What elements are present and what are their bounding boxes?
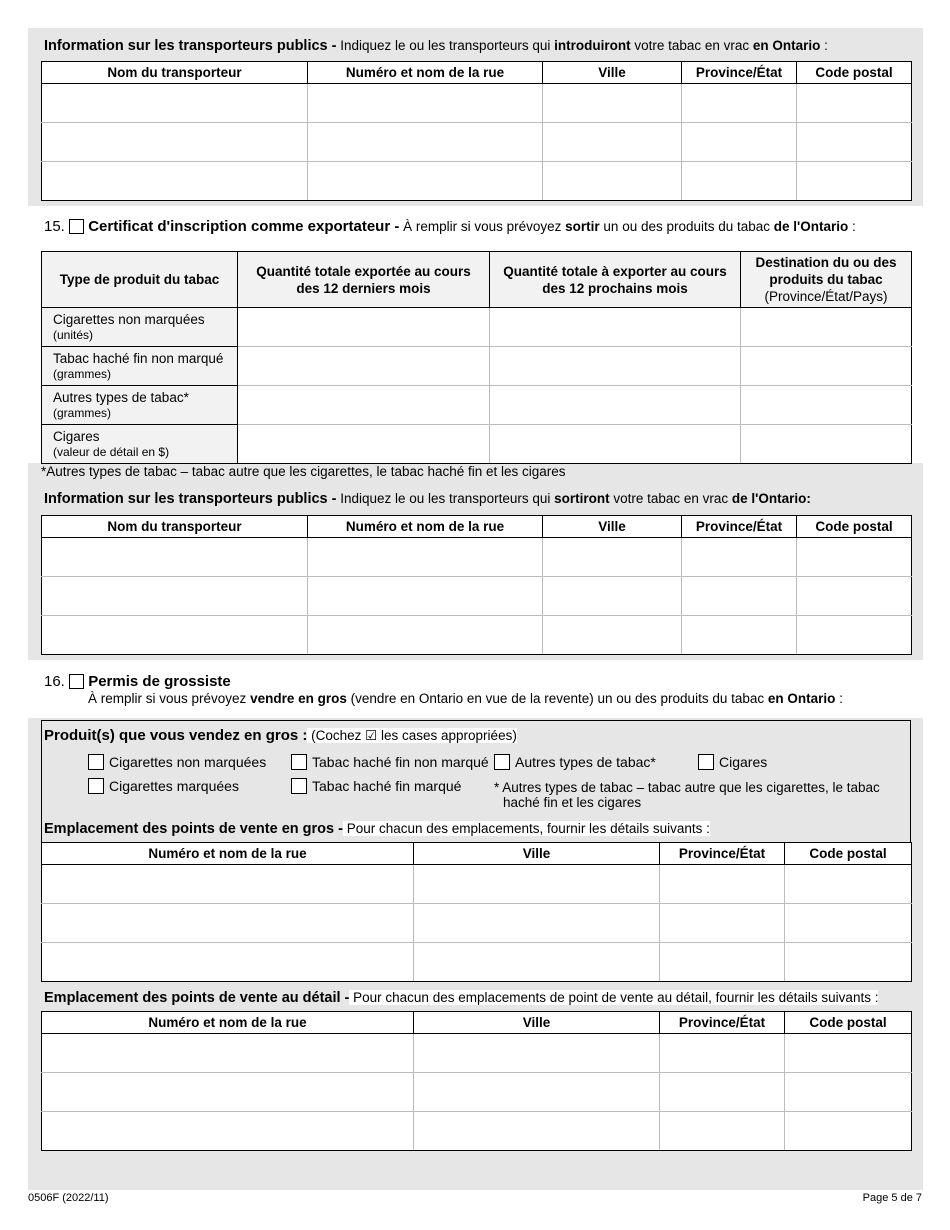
cell-input[interactable] <box>682 162 797 201</box>
carriers-out-heading: Information sur les transporteurs publics - Indiquez le ou les transporteurs qui sortiront votre tabac en vrac de l'Ontario: <box>44 491 811 507</box>
wholesale-locations-table <box>41 842 912 982</box>
row-label: Tabac haché fin non marqué (grammes) <box>42 347 238 386</box>
option-unbranded-cigarettes[interactable]: Cigarettes non marquées <box>88 754 266 770</box>
cell-input[interactable] <box>414 1034 660 1073</box>
cell-input[interactable] <box>741 386 912 425</box>
cell-input[interactable] <box>42 943 414 982</box>
carriers-in-table <box>41 61 912 201</box>
cell-input[interactable] <box>741 425 912 464</box>
cell-input[interactable] <box>797 123 912 162</box>
col-street: Numéro et nom de la rue <box>42 843 414 865</box>
table-row <box>42 84 912 123</box>
cell-input[interactable] <box>682 538 797 577</box>
checkbox[interactable] <box>291 778 307 794</box>
carriers-out-table <box>41 515 912 655</box>
cell-input[interactable] <box>490 386 741 425</box>
wholesaler-checkbox[interactable] <box>69 674 84 689</box>
cell-input[interactable] <box>797 162 912 201</box>
cell-input[interactable] <box>785 1034 912 1073</box>
cell-input[interactable] <box>543 123 682 162</box>
table-row <box>42 616 912 655</box>
exporter-checkbox[interactable] <box>69 219 84 234</box>
cell-input[interactable] <box>543 538 682 577</box>
products-note: * Autres types de tabac – tabac autre que les cigarettes, le tabac haché fin et les cigares <box>494 780 880 810</box>
option-branded-fine-cut[interactable]: Tabac haché fin marqué <box>291 778 461 794</box>
checkbox[interactable] <box>88 778 104 794</box>
col-postal: Code postal <box>785 843 912 865</box>
cell-input[interactable] <box>660 943 785 982</box>
cell-input[interactable] <box>797 577 912 616</box>
table-row <box>42 943 912 982</box>
cell-input[interactable] <box>42 162 308 201</box>
table-row <box>42 538 912 577</box>
cell-input[interactable] <box>308 162 543 201</box>
option-cigars[interactable]: Cigares <box>698 754 767 770</box>
table-row <box>42 904 912 943</box>
table-row <box>42 425 912 464</box>
row-label: Cigarettes non marquées (unités) <box>42 308 238 347</box>
carriers-in-heading: Information sur les transporteurs publics - Indiquez le ou les transporteurs qui introduiront votre tabac en vrac en Ontario : <box>44 38 828 54</box>
cell-input[interactable] <box>414 1073 660 1112</box>
col-province: Province/État <box>682 62 797 84</box>
cell-input[interactable] <box>543 616 682 655</box>
col-street: Numéro et nom de la rue <box>308 516 543 538</box>
divider <box>41 720 911 721</box>
table-row <box>42 308 912 347</box>
col-qty-past: Quantité totale exportée au cours des 12 derniers mois <box>238 252 490 308</box>
checkbox[interactable] <box>698 754 714 770</box>
cell-input[interactable] <box>308 123 543 162</box>
cell-input[interactable] <box>741 347 912 386</box>
col-carrier-name: Nom du transporteur <box>42 516 308 538</box>
checkbox[interactable] <box>88 754 104 770</box>
table-row <box>42 1073 912 1112</box>
page-number: Page 5 de 7 <box>862 1192 922 1204</box>
col-street: Numéro et nom de la rue <box>308 62 543 84</box>
divider <box>41 720 42 842</box>
section-16-heading: 16. Permis de grossiste <box>44 673 231 690</box>
col-city: Ville <box>414 843 660 865</box>
cell-input[interactable] <box>238 308 490 347</box>
table-row <box>42 1034 912 1073</box>
cell-input[interactable] <box>660 904 785 943</box>
option-branded-cigarettes[interactable]: Cigarettes marquées <box>88 778 239 794</box>
cell-input[interactable] <box>42 84 308 123</box>
cell-input[interactable] <box>42 123 308 162</box>
cell-input[interactable] <box>682 123 797 162</box>
col-city: Ville <box>543 516 682 538</box>
cell-input[interactable] <box>308 577 543 616</box>
retail-locations-heading: Emplacement des points de vente au détail - Pour chacun des emplacements de point de vente au détail, fournir les détails suivants : <box>44 990 879 1006</box>
col-postal: Code postal <box>797 62 912 84</box>
cell-input[interactable] <box>238 386 490 425</box>
cell-input[interactable] <box>797 84 912 123</box>
cell-input[interactable] <box>682 616 797 655</box>
cell-input[interactable] <box>414 943 660 982</box>
cell-input[interactable] <box>543 162 682 201</box>
cell-input[interactable] <box>660 1034 785 1073</box>
col-destination: Destination du ou des produits du tabac (Province/État/Pays) <box>741 252 912 308</box>
col-province: Province/État <box>660 1012 785 1034</box>
cell-input[interactable] <box>42 538 308 577</box>
col-province: Province/État <box>660 843 785 865</box>
col-city: Ville <box>414 1012 660 1034</box>
cell-input[interactable] <box>797 538 912 577</box>
checkbox[interactable] <box>291 754 307 770</box>
cell-input[interactable] <box>797 616 912 655</box>
table-row <box>42 865 912 904</box>
products-heading: Produit(s) que vous vendez en gros : (Cochez ☑ les cases appropriées) <box>44 727 517 744</box>
table-row <box>42 386 912 425</box>
retail-locations-table <box>41 1011 912 1151</box>
option-other-tobacco[interactable]: Autres types de tabac* <box>494 754 656 770</box>
cell-input[interactable] <box>42 1034 414 1073</box>
cell-input[interactable] <box>660 1073 785 1112</box>
cell-input[interactable] <box>238 425 490 464</box>
col-province: Province/État <box>682 516 797 538</box>
export-table <box>41 251 912 464</box>
cell-input[interactable] <box>414 904 660 943</box>
table-row <box>42 1112 912 1151</box>
cell-input[interactable] <box>42 904 414 943</box>
row-label: Autres types de tabac* (grammes) <box>42 386 238 425</box>
cell-input[interactable] <box>490 425 741 464</box>
cell-input[interactable] <box>490 308 741 347</box>
cell-input[interactable] <box>414 865 660 904</box>
cell-input[interactable] <box>785 1112 912 1151</box>
col-postal: Code postal <box>797 516 912 538</box>
cell-input[interactable] <box>308 538 543 577</box>
table-row <box>42 347 912 386</box>
cell-input[interactable] <box>543 577 682 616</box>
cell-input[interactable] <box>308 84 543 123</box>
col-product-type: Type de produit du tabac <box>42 252 238 308</box>
export-footnote: *Autres types de tabac – tabac autre que les cigarettes, le tabac haché fin et les cigares <box>41 464 566 479</box>
table-row <box>42 162 912 201</box>
cell-input[interactable] <box>682 577 797 616</box>
divider <box>910 720 911 842</box>
checkbox[interactable] <box>494 754 510 770</box>
cell-input[interactable] <box>42 865 414 904</box>
cell-input[interactable] <box>414 1112 660 1151</box>
col-qty-next: Quantité totale à exporter au cours des 12 prochains mois <box>490 252 741 308</box>
col-city: Ville <box>543 62 682 84</box>
cell-input[interactable] <box>785 1073 912 1112</box>
cell-input[interactable] <box>785 943 912 982</box>
cell-input[interactable] <box>42 1112 414 1151</box>
section-16-instruction: À remplir si vous prévoyez vendre en gros (vendre en Ontario en vue de la revente) un ou des produits du tabac en Ontario : <box>88 691 843 706</box>
col-street: Numéro et nom de la rue <box>42 1012 414 1034</box>
cell-input[interactable] <box>785 865 912 904</box>
option-unbranded-fine-cut[interactable]: Tabac haché fin non marqué <box>291 754 489 770</box>
cell-input[interactable] <box>660 1112 785 1151</box>
cell-input[interactable] <box>682 84 797 123</box>
cell-input[interactable] <box>42 616 308 655</box>
cell-input[interactable] <box>785 904 912 943</box>
table-row <box>42 123 912 162</box>
cell-input[interactable] <box>741 308 912 347</box>
section-15-heading: 15. Certificat d'inscription comme exportateur - À remplir si vous prévoyez sortir un ou des produits du tabac de l'Ontario : <box>44 218 856 235</box>
row-label: Cigares (valeur de détail en $) <box>42 425 238 464</box>
form-id: 0506F (2022/11) <box>28 1192 109 1204</box>
cell-input[interactable] <box>42 577 308 616</box>
cell-input[interactable] <box>308 616 543 655</box>
cell-input[interactable] <box>543 84 682 123</box>
col-postal: Code postal <box>785 1012 912 1034</box>
wholesale-locations-heading: Emplacement des points de vente en gros - Pour chacun des emplacements, fournir les détails suivants : <box>44 821 710 837</box>
cell-input[interactable] <box>238 347 490 386</box>
table-row <box>42 577 912 616</box>
col-carrier-name: Nom du transporteur <box>42 62 308 84</box>
cell-input[interactable] <box>42 1073 414 1112</box>
cell-input[interactable] <box>490 347 741 386</box>
cell-input[interactable] <box>660 865 785 904</box>
